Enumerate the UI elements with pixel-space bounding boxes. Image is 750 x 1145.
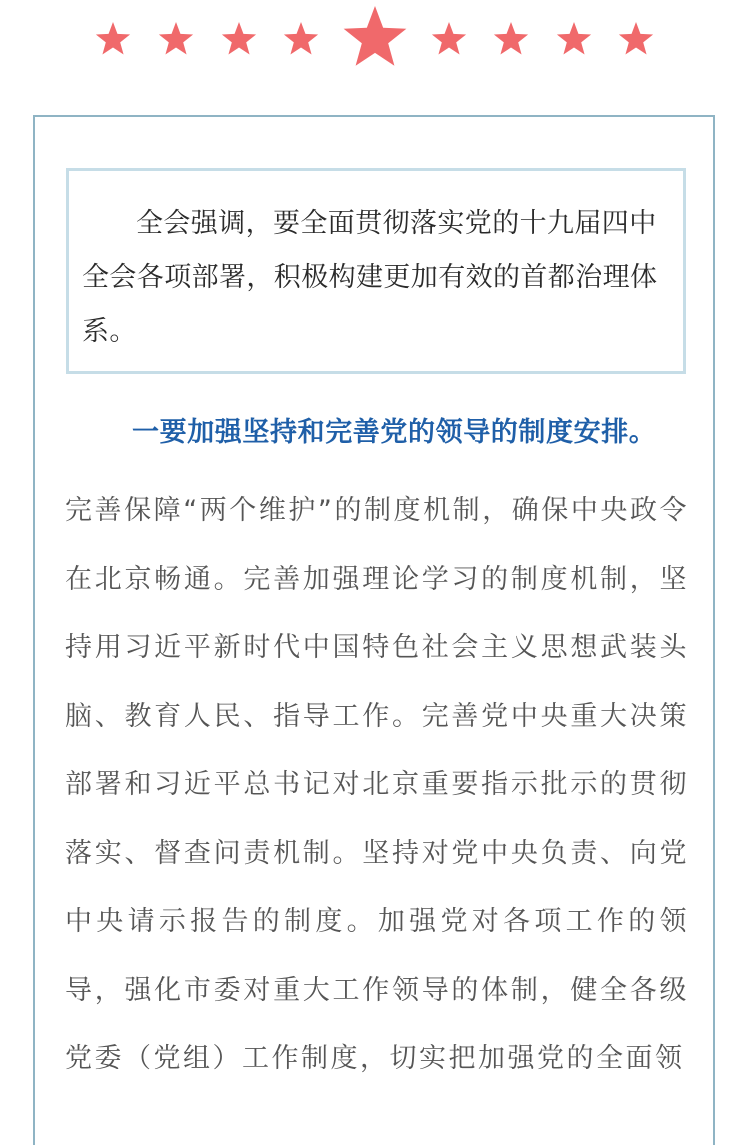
star-decoration-row [0,0,750,80]
star-icon [284,22,318,55]
star-icon [159,22,193,55]
star-icon [557,22,591,55]
star-icon [344,6,407,66]
star-icon [494,22,528,55]
quote-text: 全会强调，要全面贯彻落实党的十九届四中全会各项部署，积极构建更加有效的首都治理体系。 [82,208,658,347]
section-body: 完善保障“两个维护”的制度机制，确保中央政令在北京畅通。完善加强理论学习的制度机制，坚持用习近平新时代中国特色社会主义思想武装头脑、教育人民、指导工作。完善党中央重大决策部署和习近平总书记对北京重要指示批示的贯彻落实、督查问责机制。坚持对党中央负责、向党中央请示报告的制度。加强党对各项工作的领导，强化市委对重大工作领导的体制，健全各级党委（党组）工作制度，切实把加强党的全面领 [65,495,689,1074]
star-icon [222,22,256,55]
star-icon [619,22,653,55]
section-heading: 一要加强坚持和完善党的领导的制度安排。 [132,417,657,448]
article-frame [33,115,715,1145]
star-icon [96,22,130,55]
star-icon [432,22,466,55]
quote-box [66,168,686,374]
